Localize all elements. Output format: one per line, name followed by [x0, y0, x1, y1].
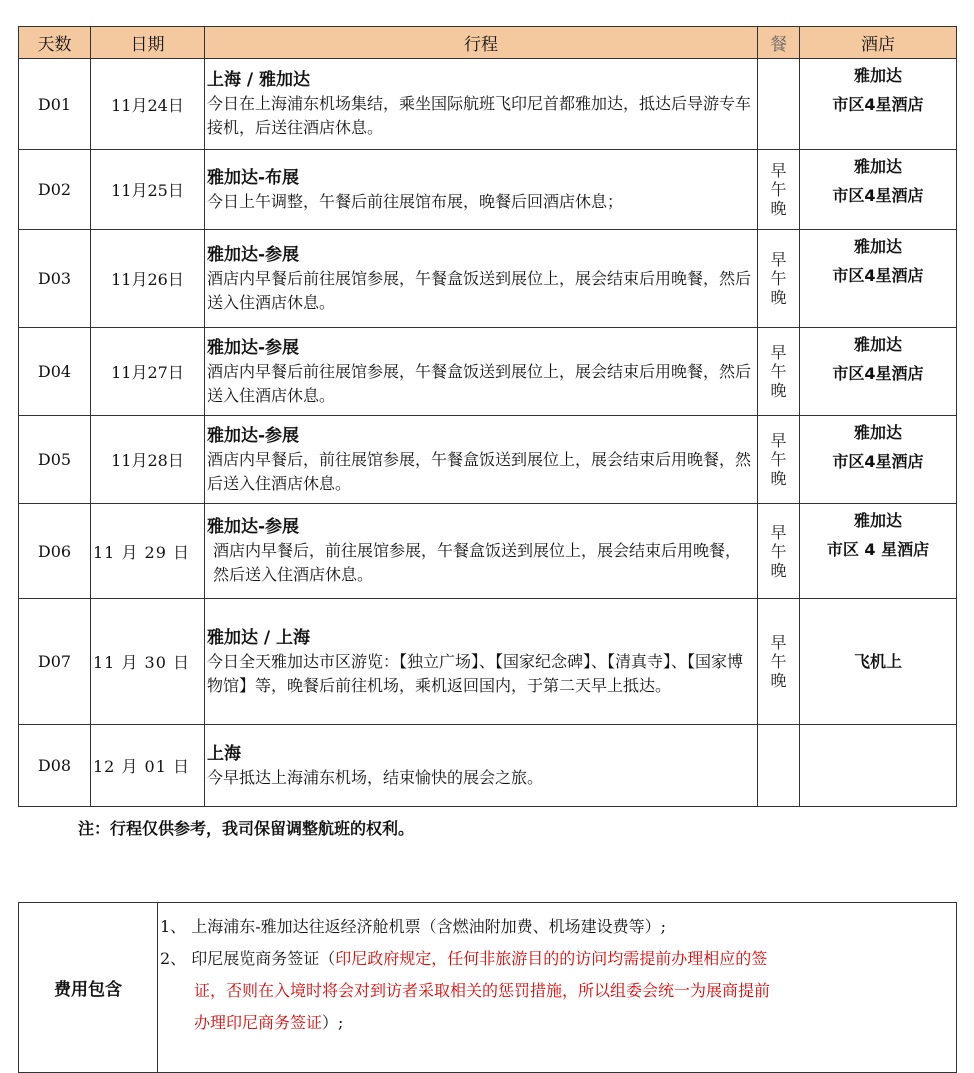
- meal-breakfast: 早: [770, 250, 787, 269]
- fee-item-2-prefix: 2、 印尼展览商务签证（: [160, 949, 336, 968]
- plan-title: 雅加达-参展: [207, 517, 300, 537]
- hotel-type: 市区4星酒店: [832, 452, 924, 471]
- hotel-cell: [800, 150, 957, 230]
- itinerary-table: [18, 26, 957, 807]
- meal-cell: [758, 230, 800, 328]
- meal-dinner: 晚: [770, 199, 787, 218]
- day-cell: D08: [19, 725, 91, 807]
- table-row: [19, 328, 957, 416]
- itinerary-note: 注：行程仅供参考，我司保留调整航班的权利。: [78, 819, 415, 838]
- meal-cell: [758, 599, 800, 725]
- fee-item-2: [158, 943, 956, 975]
- plan-cell: [205, 725, 758, 807]
- fee-item-2-cont: [158, 975, 956, 1007]
- meal-cell: [758, 150, 800, 230]
- date-cell: 11月26日: [91, 230, 205, 328]
- meal-breakfast: 早: [770, 633, 787, 652]
- header-day: 天数: [19, 27, 91, 59]
- meal-cell: [758, 504, 800, 599]
- table-row: [19, 599, 957, 725]
- day-cell: D02: [19, 150, 91, 230]
- meal-cell: [758, 328, 800, 416]
- header-row: [19, 27, 957, 59]
- table-row: [19, 230, 957, 328]
- hotel-cell: [800, 416, 957, 504]
- plan-title: 上海: [207, 743, 241, 764]
- meal-breakfast: 早: [770, 343, 787, 362]
- date-cell: 11 月 30 日: [91, 599, 205, 725]
- plan-desc: 今日上午调整，午餐后前往展馆布展，晚餐后回酒店休息；: [207, 191, 624, 211]
- hotel-city: 雅加达: [853, 66, 902, 85]
- date-cell: 11月25日: [91, 150, 205, 230]
- meal-lunch: 午: [770, 269, 787, 288]
- day-cell: D05: [19, 416, 91, 504]
- plan-desc: 今早抵达上海浦东机场，结束愉快的展会之旅。: [207, 767, 544, 787]
- table-row: [19, 59, 957, 150]
- plan-title: 雅加达-参展: [207, 337, 300, 358]
- plan-title: 雅加达-参展: [207, 425, 300, 446]
- meal-cell: [758, 59, 800, 150]
- date-cell: 11 月 29 日: [91, 504, 205, 599]
- meal-dinner: 晚: [770, 671, 787, 690]
- hotel-cell: [800, 230, 957, 328]
- meal-breakfast: 早: [770, 161, 787, 180]
- hotel-type: 市区4星酒店: [832, 364, 924, 383]
- meal-dinner: 晚: [770, 288, 787, 307]
- day-cell: D04: [19, 328, 91, 416]
- table-row: [19, 150, 957, 230]
- table-row: [19, 416, 957, 504]
- meal-cell: [758, 416, 800, 504]
- fees-content: [158, 903, 957, 1073]
- plan-cell: [205, 328, 758, 416]
- hotel-city: 雅加达: [853, 237, 902, 256]
- hotel-type: 市区4星酒店: [832, 186, 924, 205]
- meal-dinner: 晚: [770, 560, 787, 580]
- fee-item-2-cont: [158, 1007, 956, 1039]
- hotel-type: 市区4星酒店: [832, 95, 924, 114]
- fee-item-2-red-3: 办理印尼商务签证: [194, 1013, 323, 1032]
- day-cell: D07: [19, 599, 91, 725]
- hotel-type: 市区4星酒店: [832, 266, 924, 285]
- header-hotel: 酒店: [800, 27, 957, 59]
- meal-dinner: 晚: [770, 381, 787, 400]
- plan-cell: [205, 416, 758, 504]
- hotel-city: 雅加达: [853, 423, 902, 442]
- meal-lunch: 午: [770, 362, 787, 381]
- plan-title: 雅加达-布展: [207, 167, 300, 188]
- meal-dinner: 晚: [770, 469, 787, 488]
- plan-cell: [205, 150, 758, 230]
- plan-title: 雅加达-参展: [207, 244, 300, 265]
- hotel-cell: [800, 59, 957, 150]
- header-date: 日期: [91, 27, 205, 59]
- plan-cell: [205, 230, 758, 328]
- plan-title: 雅加达 / 上海: [207, 627, 311, 648]
- hotel-city: 雅加达: [853, 157, 902, 176]
- plan-cell: [205, 59, 758, 150]
- date-cell: 11月27日: [91, 328, 205, 416]
- plan-title: 上海 / 雅加达: [207, 70, 311, 90]
- meal-lunch: 午: [770, 541, 787, 561]
- day-cell: D03: [19, 230, 91, 328]
- header-meal: 餐: [758, 27, 800, 59]
- meal-lunch: 午: [770, 180, 787, 199]
- header-plan: 行程: [205, 27, 758, 59]
- plan-cell: [205, 599, 758, 725]
- date-cell: 12 月 01 日: [91, 725, 205, 807]
- plan-desc: 酒店内早餐后，前往展馆参展，午餐盒饭送到展位上，展会结束后用晚餐，然后送入住酒店休息。: [213, 541, 742, 584]
- plan-desc: 今日在上海浦东机场集结，乘坐国际航班飞印尼首都雅加达，抵达后导游专车接机，后送往酒店休息。: [207, 94, 752, 137]
- fee-item-2-red-1: 印尼政府规定，任何非旅游目的的访问均需提前办理相应的签: [335, 949, 768, 968]
- plan-desc: 酒店内早餐后前往展馆参展，午餐盒饭送到展位上，展会结束后用晚餐，然后送入住酒店休息。: [207, 268, 752, 312]
- plan-desc: 酒店内早餐后，前往展馆参展，午餐盒饭送到展位上，展会结束后用晚餐，然后送入住酒店休息。: [207, 449, 752, 493]
- fee-item-1: 1、 上海浦东-雅加达往返经济舱机票（含燃油附加费、机场建设费等）;: [160, 917, 667, 936]
- day-cell: D01: [19, 59, 91, 150]
- fees-table: [18, 902, 957, 1073]
- meal-lunch: 午: [770, 450, 787, 469]
- meal-breakfast: 早: [770, 431, 787, 450]
- date-cell: 11月28日: [91, 416, 205, 504]
- hotel-type: 市区 4 星酒店: [826, 540, 930, 559]
- hotel-cell: [800, 328, 957, 416]
- hotel-cell: [800, 725, 957, 807]
- hotel-city: 飞机上: [853, 652, 902, 671]
- hotel-cell: [800, 504, 957, 599]
- fee-item-2-suffix: ）;: [322, 1013, 344, 1032]
- plan-desc: 酒店内早餐后前往展馆参展，午餐盒饭送到展位上，展会结束后用晚餐，然后送入住酒店休息。: [207, 361, 752, 405]
- table-row: [19, 504, 957, 599]
- plan-desc: 今日全天雅加达市区游览：【独立广场】、【国家纪念碑】、【清真寺】、【国家博物馆】等，晚餐后前往机场，乘机返回国内，于第二天早上抵达。: [207, 651, 744, 695]
- meal-lunch: 午: [770, 652, 787, 671]
- meal-cell: [758, 725, 800, 807]
- hotel-cell: [800, 599, 957, 725]
- date-cell: 11月24日: [91, 59, 205, 150]
- meal-breakfast: 早: [770, 522, 787, 542]
- plan-cell: [205, 504, 758, 599]
- day-cell: D06: [19, 504, 91, 599]
- table-row: [19, 725, 957, 807]
- fees-label: 费用包含: [19, 903, 158, 1073]
- hotel-city: 雅加达: [853, 511, 902, 530]
- hotel-city: 雅加达: [853, 335, 902, 354]
- fee-item-2-red-2: 证，否则在入境时将会对到访者采取相关的惩罚措施，所以组委会统一为展商提前: [194, 981, 771, 1000]
- fees-row: [19, 903, 957, 1073]
